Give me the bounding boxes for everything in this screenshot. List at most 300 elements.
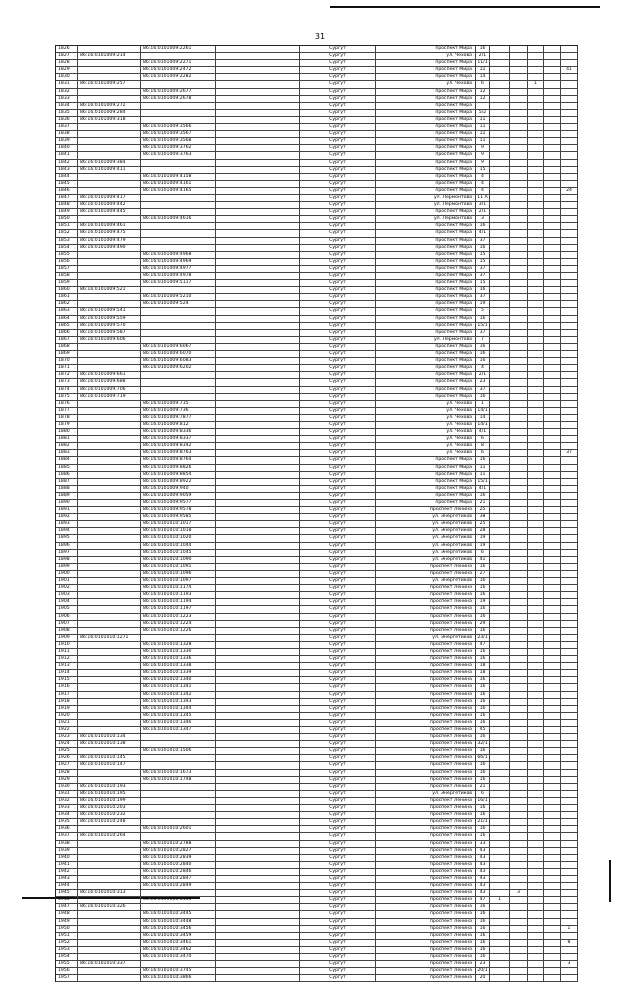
- table-cell: [141, 245, 216, 251]
- table-cell: [510, 614, 528, 620]
- table-cell: [544, 940, 561, 946]
- table-cell: Сургут: [300, 642, 376, 648]
- table-cell: [561, 770, 578, 776]
- table-cell: [510, 74, 528, 80]
- table-cell: [544, 89, 561, 95]
- table-cell: [490, 585, 510, 591]
- table-cell: [561, 174, 578, 180]
- table-cell: 1841: [56, 152, 78, 158]
- table-cell: Сургут: [300, 543, 376, 549]
- table-row: [56, 677, 578, 684]
- table-cell: Сургут: [300, 869, 376, 875]
- table-cell: [490, 606, 510, 612]
- table-cell: [78, 294, 141, 300]
- table-cell: 1951: [56, 933, 78, 939]
- table-cell: Сургут: [300, 947, 376, 953]
- table-cell: [528, 387, 544, 393]
- table-cell: Сургут: [300, 223, 376, 229]
- table-cell: [544, 699, 561, 705]
- table-cell: проспект Мира: [376, 110, 476, 116]
- table-cell: [78, 947, 141, 953]
- table-cell: 86:16:0101009:570: [78, 323, 141, 329]
- table-cell: [78, 862, 141, 868]
- table-cell: [544, 614, 561, 620]
- table-cell: [561, 124, 578, 130]
- table-cell: [490, 67, 510, 73]
- table-cell: 6: [476, 81, 490, 87]
- table-cell: [528, 862, 544, 868]
- table-cell: [510, 308, 528, 314]
- table-cell: [141, 372, 216, 378]
- table-cell: [490, 316, 510, 322]
- table-cell: [490, 770, 510, 776]
- table-row: [56, 571, 578, 578]
- table-cell: [216, 635, 300, 641]
- table-cell: 1874: [56, 387, 78, 393]
- table-cell: 1944: [56, 883, 78, 889]
- table-cell: Сургут: [300, 677, 376, 683]
- table-cell: [510, 486, 528, 492]
- table-cell: 1868: [56, 344, 78, 350]
- table-cell: [544, 443, 561, 449]
- table-cell: 86:16:0101010:199: [78, 798, 141, 804]
- table-cell: [561, 954, 578, 960]
- table-cell: [510, 280, 528, 286]
- table-cell: 1869: [56, 351, 78, 357]
- table-cell: 1947: [56, 904, 78, 910]
- table-cell: [78, 975, 141, 981]
- table-cell: 1878: [56, 415, 78, 421]
- table-cell: [141, 755, 216, 761]
- table-cell: 86:16:0101010:3470: [141, 954, 216, 960]
- table-cell: [141, 209, 216, 215]
- table-cell: [216, 401, 300, 407]
- table-row: [56, 280, 578, 287]
- table-cell: 1: [561, 926, 578, 932]
- table-cell: [544, 933, 561, 939]
- table-cell: 16: [476, 684, 490, 690]
- table-cell: [528, 223, 544, 229]
- table-cell: 9: [476, 145, 490, 151]
- table-cell: 86:16:0101009:661: [78, 372, 141, 378]
- table-cell: [561, 117, 578, 123]
- table-cell: Сургут: [300, 202, 376, 208]
- table-cell: [544, 578, 561, 584]
- table-cell: [216, 408, 300, 414]
- table-cell: Сургут: [300, 692, 376, 698]
- table-cell: [216, 351, 300, 357]
- table-cell: Сургут: [300, 372, 376, 378]
- table-cell: проспект Мира: [376, 209, 476, 215]
- table-cell: [544, 748, 561, 754]
- table-cell: [528, 968, 544, 974]
- table-row: [56, 124, 578, 131]
- table-cell: [510, 365, 528, 371]
- table-cell: 86:16:0101009:8764: [141, 457, 216, 463]
- table-cell: [216, 372, 300, 378]
- table-cell: [528, 798, 544, 804]
- table-row: [56, 635, 578, 642]
- table-cell: 86:16:0101010:1343: [141, 699, 216, 705]
- table-cell: [216, 245, 300, 251]
- table-cell: [510, 521, 528, 527]
- table-row: [56, 869, 578, 876]
- table-cell: [561, 947, 578, 953]
- table-cell: [528, 606, 544, 612]
- table-cell: [510, 862, 528, 868]
- table-cell: [561, 465, 578, 471]
- table-cell: [544, 741, 561, 747]
- table-cell: 1945: [56, 890, 78, 896]
- table-cell: [78, 408, 141, 414]
- table-row: [56, 308, 578, 315]
- table-cell: 1826: [56, 46, 78, 52]
- table-cell: [78, 777, 141, 783]
- table-cell: 16: [476, 904, 490, 910]
- table-cell: [510, 904, 528, 910]
- table-cell: [490, 344, 510, 350]
- table-cell: [510, 528, 528, 534]
- table-cell: [141, 53, 216, 59]
- table-cell: [78, 60, 141, 66]
- table-row: [56, 826, 578, 833]
- table-cell: [561, 826, 578, 832]
- table-cell: 37: [476, 266, 490, 272]
- table-cell: [216, 741, 300, 747]
- table-cell: [510, 670, 528, 676]
- table-cell: [216, 706, 300, 712]
- table-cell: [490, 174, 510, 180]
- table-cell: проспект Ленина: [376, 890, 476, 896]
- table-cell: 11/1: [476, 60, 490, 66]
- table-cell: [510, 798, 528, 804]
- table-cell: Сургут: [300, 323, 376, 329]
- table-cell: 16: [476, 692, 490, 698]
- table-cell: [528, 727, 544, 733]
- table-cell: [78, 684, 141, 690]
- table-cell: [528, 500, 544, 506]
- table-cell: Сургут: [300, 585, 376, 591]
- table-cell: 86:16:0101010:1748: [141, 777, 216, 783]
- table-cell: 25: [476, 521, 490, 527]
- table-row: [56, 741, 578, 748]
- table-row: [56, 656, 578, 663]
- table-cell: ул. Лермонтова: [376, 216, 476, 222]
- table-cell: 1873: [56, 379, 78, 385]
- table-cell: [490, 911, 510, 917]
- table-cell: [490, 748, 510, 754]
- table-cell: 43: [476, 876, 490, 882]
- table-cell: [528, 762, 544, 768]
- table-cell: [544, 755, 561, 761]
- table-cell: [528, 323, 544, 329]
- table-cell: [561, 131, 578, 137]
- table-row: [56, 74, 578, 81]
- table-row: [56, 833, 578, 840]
- table-cell: [216, 472, 300, 478]
- table-cell: Сургут: [300, 344, 376, 350]
- table-cell: 86:16:0101009:4165: [141, 188, 216, 194]
- table-cell: 37: [561, 450, 578, 456]
- table-cell: [78, 145, 141, 151]
- table-cell: [510, 422, 528, 428]
- table-cell: проспект Ленина: [376, 805, 476, 811]
- table-cell: 1887: [56, 479, 78, 485]
- table-cell: Сургут: [300, 138, 376, 144]
- table-cell: [490, 110, 510, 116]
- table-cell: 16: [476, 656, 490, 662]
- table-cell: 86:16:0101009:606: [78, 337, 141, 343]
- table-cell: 16: [476, 911, 490, 917]
- table-cell: [561, 195, 578, 201]
- table-cell: [216, 805, 300, 811]
- table-cell: [490, 245, 510, 251]
- table-cell: [216, 528, 300, 534]
- table-cell: [490, 621, 510, 627]
- table-cell: 16: [476, 762, 490, 768]
- table-cell: [544, 67, 561, 73]
- table-cell: [528, 351, 544, 357]
- table-cell: [561, 911, 578, 917]
- table-cell: [561, 741, 578, 747]
- table-cell: [510, 188, 528, 194]
- table-cell: 3: [561, 961, 578, 967]
- table-cell: [216, 301, 300, 307]
- table-cell: [216, 443, 300, 449]
- table-cell: [544, 188, 561, 194]
- table-cell: Сургут: [300, 734, 376, 740]
- table-cell: 86:16:0101009:812: [141, 422, 216, 428]
- table-cell: ул. Энергетиков: [376, 550, 476, 556]
- table-cell: [216, 535, 300, 541]
- table-cell: Сургут: [300, 564, 376, 570]
- table-cell: 1881: [56, 436, 78, 442]
- table-cell: 86:16:0101009:6067: [141, 344, 216, 350]
- table-cell: проспект Ленина: [376, 926, 476, 932]
- table-cell: [544, 670, 561, 676]
- table-cell: [510, 720, 528, 726]
- table-row: [56, 152, 578, 159]
- table-cell: [528, 479, 544, 485]
- table-cell: [490, 422, 510, 428]
- table-cell: [490, 961, 510, 967]
- table-cell: 86:16:0101010:2788: [141, 841, 216, 847]
- table-cell: 86:16:0101010:232: [78, 812, 141, 818]
- table-cell: 1917: [56, 692, 78, 698]
- table-cell: [216, 181, 300, 187]
- table-row: [56, 96, 578, 103]
- table-cell: [544, 379, 561, 385]
- table-cell: [528, 117, 544, 123]
- table-cell: 86:16:0101009:8342: [141, 443, 216, 449]
- table-cell: [510, 606, 528, 612]
- table-cell: 16: [476, 677, 490, 683]
- table-cell: Сургут: [300, 465, 376, 471]
- table-cell: [561, 734, 578, 740]
- table-cell: [561, 287, 578, 293]
- table-cell: [544, 571, 561, 577]
- table-cell: [490, 103, 510, 109]
- table-cell: [216, 81, 300, 87]
- table-cell: [490, 500, 510, 506]
- table-row: [56, 472, 578, 479]
- table-cell: Сургут: [300, 252, 376, 258]
- table-cell: проспект Ленина: [376, 819, 476, 825]
- table-cell: [216, 961, 300, 967]
- table-cell: [216, 947, 300, 953]
- table-cell: [490, 145, 510, 151]
- table-cell: [544, 294, 561, 300]
- table-cell: [544, 812, 561, 818]
- table-cell: 1842: [56, 160, 78, 166]
- table-cell: [528, 103, 544, 109]
- table-row: [56, 450, 578, 457]
- table-cell: [510, 876, 528, 882]
- table-cell: [528, 564, 544, 570]
- table-cell: Сургут: [300, 841, 376, 847]
- table-row: [56, 138, 578, 145]
- table-cell: [528, 819, 544, 825]
- table-cell: [544, 947, 561, 953]
- table-cell: [141, 961, 216, 967]
- table-cell: 16: [476, 628, 490, 634]
- table-cell: Сургут: [300, 606, 376, 612]
- table-cell: 1877: [56, 408, 78, 414]
- table-cell: 1866: [56, 330, 78, 336]
- table-cell: [216, 252, 300, 258]
- table-cell: [561, 819, 578, 825]
- table-cell: [216, 358, 300, 364]
- table-row: [56, 684, 578, 691]
- table-cell: 86:16:0101010:337: [78, 961, 141, 967]
- table-cell: [561, 479, 578, 485]
- table-cell: [561, 273, 578, 279]
- table-cell: [78, 919, 141, 925]
- table-cell: [216, 465, 300, 471]
- table-cell: 15: [476, 167, 490, 173]
- table-cell: 86:16:0101009:8336: [141, 429, 216, 435]
- table-cell: 86:16:0101009:7877: [141, 415, 216, 421]
- table-cell: 43: [476, 890, 490, 896]
- table-cell: 1: [528, 81, 544, 87]
- table-cell: 16: [476, 614, 490, 620]
- table-cell: 86:16:0101009:940: [141, 486, 216, 492]
- table-cell: 86:16:0101010:3160: [141, 897, 216, 903]
- table-row: [56, 841, 578, 848]
- table-cell: [216, 557, 300, 563]
- table-cell: [528, 848, 544, 854]
- table-cell: Сургут: [300, 358, 376, 364]
- table-cell: [216, 975, 300, 981]
- table-cell: ул. Чехова: [376, 415, 476, 421]
- table-cell: [216, 670, 300, 676]
- table-cell: [544, 961, 561, 967]
- table-cell: 16: [476, 578, 490, 584]
- table-cell: [544, 734, 561, 740]
- table-cell: [490, 223, 510, 229]
- table-cell: [141, 833, 216, 839]
- table-cell: [561, 514, 578, 520]
- table-cell: проспект Мира: [376, 252, 476, 258]
- table-cell: 16: [476, 734, 490, 740]
- table-cell: [490, 684, 510, 690]
- table-cell: [528, 209, 544, 215]
- table-cell: Сургут: [300, 195, 376, 201]
- table-cell: проспект Ленина: [376, 762, 476, 768]
- table-cell: проспект Ленина: [376, 642, 476, 648]
- table-cell: [544, 805, 561, 811]
- table-cell: 86:16:0101009:4968: [141, 252, 216, 258]
- table-cell: проспект Мира: [376, 152, 476, 158]
- table-cell: Сургут: [300, 897, 376, 903]
- table-cell: 86:16:0101010:248: [78, 819, 141, 825]
- table-cell: 1929: [56, 777, 78, 783]
- table-cell: [528, 202, 544, 208]
- table-cell: [78, 550, 141, 556]
- table-cell: [561, 387, 578, 393]
- table-cell: [528, 124, 544, 130]
- table-cell: [528, 245, 544, 251]
- table-cell: [544, 762, 561, 768]
- table-cell: [78, 869, 141, 875]
- table-cell: Сургут: [300, 259, 376, 265]
- table-cell: [490, 841, 510, 847]
- table-cell: [216, 450, 300, 456]
- table-cell: проспект Мира: [376, 287, 476, 293]
- table-cell: [528, 670, 544, 676]
- table-cell: [78, 670, 141, 676]
- table-cell: [490, 876, 510, 882]
- table-cell: ул. Чехова: [376, 443, 476, 449]
- table-cell: [78, 351, 141, 357]
- table-cell: 4: [476, 181, 490, 187]
- table-cell: [544, 216, 561, 222]
- table-cell: [561, 677, 578, 683]
- table-cell: [78, 344, 141, 350]
- table-cell: [490, 663, 510, 669]
- table-cell: 1910: [56, 642, 78, 648]
- table-cell: [528, 450, 544, 456]
- table-cell: [544, 599, 561, 605]
- table-cell: проспект Мира: [376, 174, 476, 180]
- table-cell: [216, 96, 300, 102]
- table-cell: [216, 167, 300, 173]
- table-cell: [528, 706, 544, 712]
- table-cell: 86:16:0101010:1018: [141, 528, 216, 534]
- table-cell: [510, 394, 528, 400]
- table-cell: [528, 429, 544, 435]
- table-cell: [528, 777, 544, 783]
- table-row: [56, 486, 578, 493]
- table-row: [56, 46, 578, 53]
- table-cell: [544, 486, 561, 492]
- table-cell: 4: [476, 365, 490, 371]
- table-cell: 20/1: [476, 968, 490, 974]
- table-cell: [490, 415, 510, 421]
- table-cell: [490, 280, 510, 286]
- table-cell: [490, 521, 510, 527]
- table-cell: [510, 259, 528, 265]
- table-cell: [510, 741, 528, 747]
- table-cell: [490, 124, 510, 130]
- table-cell: 1940: [56, 855, 78, 861]
- table-row: [56, 493, 578, 500]
- table-cell: проспект Мира: [376, 465, 476, 471]
- table-cell: 86:16:0101009:5117: [141, 280, 216, 286]
- table-cell: 16: [476, 812, 490, 818]
- table-cell: 14/1: [476, 422, 490, 428]
- table-cell: проспект Мира: [376, 493, 476, 499]
